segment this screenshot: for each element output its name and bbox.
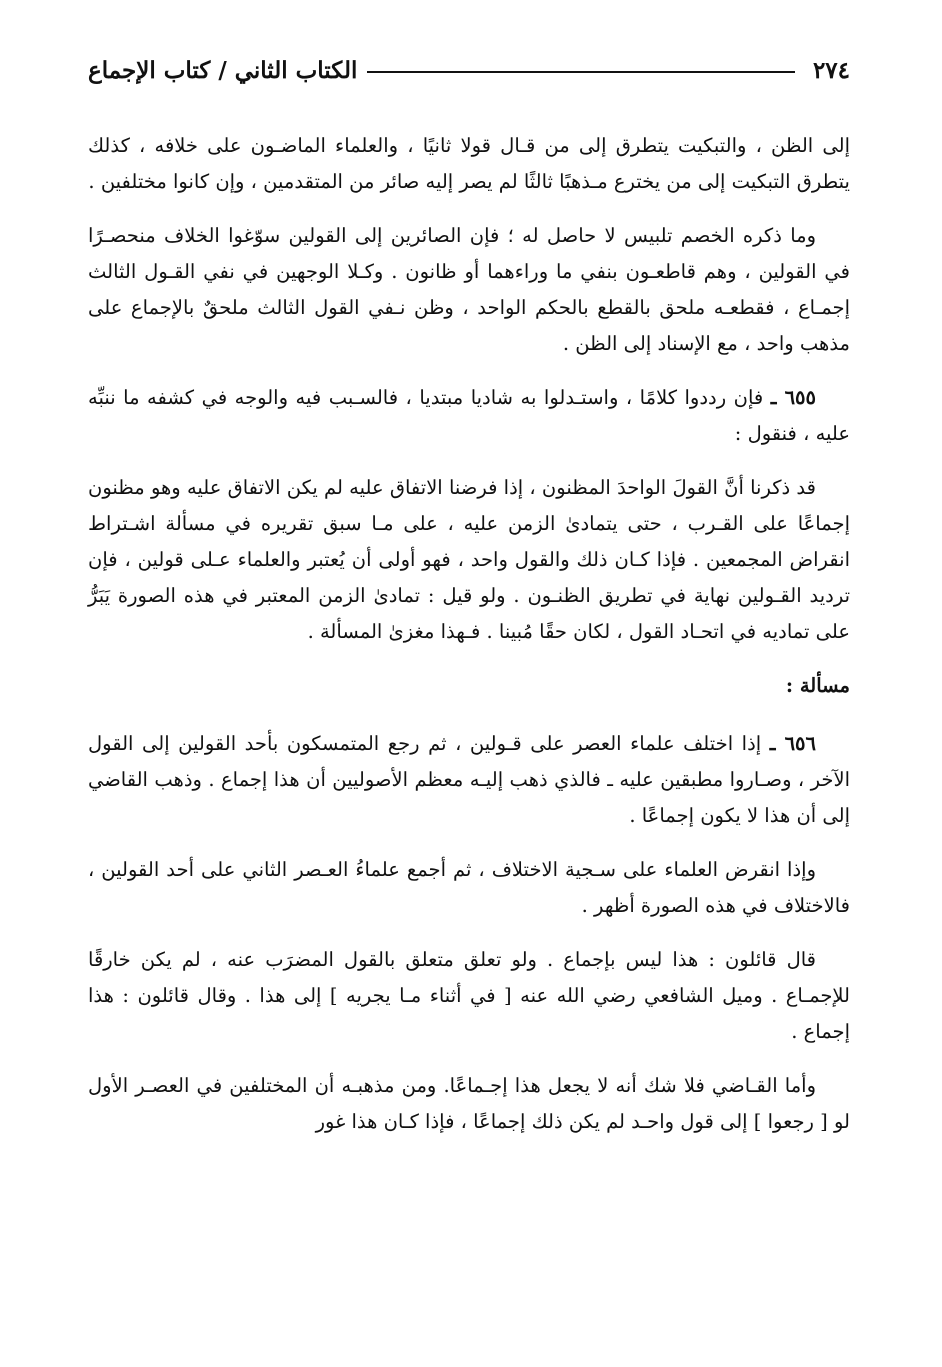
issue-number: ٦٥٦ ـ bbox=[769, 732, 816, 755]
paragraph-text: إلى الظن ، والتبكيت يتطرق إلى من قـال قولا ثانيًا ، والعلماء الماضـون على خلافه ، كذلك يتطرق التبكيت إلى من يخترع مـذهبًا ثالثًا لم يصر إليه صائر من المتقدمين ، وإن كانوا مختلفين . bbox=[88, 134, 850, 193]
paragraph-text: وإذا انقرض العلماء على سـجية الاختلاف ، ثم أجمع علماءُ العـصر الثاني على أحد القولين ، فالاختلاف في هذه الصورة أظهر . bbox=[88, 858, 850, 917]
paragraph-text: وما ذكره الخصم تلبيس لا حاصل له ؛ فإن الصائرين إلى القولين سوّغوا الخلاف منحصـرًا في القولين ، وهم قاطعـون بنفي ما وراءهما أو ظانون . وكـلا الوجهين في نفي القـول الثالث إجمـاع ، فقطعـه ملحق بالقطع بالحكم الواحد ، وظن نـفي القول الثالث ملحقٌ بالإجماع على مذهب واحد ، مع الإسناد إلى الظن . bbox=[88, 224, 850, 355]
paragraph-text: قال قائلون : هذا ليس بإجماع . ولو تعلق متعلق بالقول المضرَب عنه ، لم يكن خارقًا للإجمـاع . وميل الشافعي رضي الله عنه [ في أثناء مـا يجريه ] إلى هذا . وقال قائلون : هذا إجماع . bbox=[88, 948, 850, 1043]
running-header bbox=[88, 40, 850, 100]
paragraph-text: فإن رددوا كلامًا ، واستـدلوا به شاديا مبتديا ، فالسـبب فيه والوجه في كشفه ما ننبِّه عليه ، فنقول : bbox=[88, 386, 850, 445]
paragraph bbox=[88, 128, 850, 200]
paragraph bbox=[88, 942, 850, 1050]
body-text bbox=[88, 128, 850, 1140]
paragraph bbox=[88, 726, 850, 834]
paragraph bbox=[88, 470, 850, 650]
book-page bbox=[88, 40, 850, 1350]
paragraph-text: إذا اختلف علماء العصر على قـولين ، ثم رجع المتمسكون بأحد القولين إلى القول الآخر ، وصـاروا مطبقين عليه ـ فالذي ذهب إليـه معظم الأصوليين أن هذا إجماع . وذهب القاضي إلى أن هذا لا يكون إجماعًا . bbox=[88, 732, 850, 827]
paragraph-text: مسألة : bbox=[785, 674, 850, 697]
paragraph bbox=[88, 852, 850, 924]
paragraph bbox=[88, 218, 850, 362]
paragraph bbox=[88, 1068, 850, 1140]
section-heading bbox=[88, 668, 850, 704]
paragraph-text: قد ذكرنا أنَّ القولَ الواحدَ المظنون ، إذا فرضنا الاتفاق عليه لم يكن الاتفاق عليه وهو مظنون إجماعًا على القـرب ، حتى يتمادىٰ الزمن عليه ، على مـا سبق تقريره في مسألة اشـتراط انقراض المجمعين . فإذا كـان ذلك والقول واحد ، فهو أولى أن يُعتبر والعلماء عـلى قولين ، فإن ترديد القـولين نهاية في تطريق الظنـون . ولو قيل : تمادىٰ الزمن المعتبر في هذه الصورة يَبَرُّ على تماديه في اتحـاد القول ، لكان حقًا مُبينا . فـهذا مغزىٰ المسألة . bbox=[88, 476, 850, 643]
page-number: ٢٧٤ bbox=[812, 56, 850, 84]
issue-number: ٦٥٥ ـ bbox=[770, 386, 816, 409]
running-title: الكتاب الثاني / كتاب الإجماع bbox=[88, 56, 358, 84]
paragraph-text: وأما القـاضي فلا شك أنه لا يجعل هذا إجـماعًا. ومن مذهبـه أن المختلفين في العصـر الأول لو [ رجعوا ] إلى قول واحـد لم يكن ذلك إجماعًا ، فإذا كـان هذا غور bbox=[88, 1074, 850, 1133]
header-rule bbox=[367, 71, 795, 73]
paragraph bbox=[88, 380, 850, 452]
